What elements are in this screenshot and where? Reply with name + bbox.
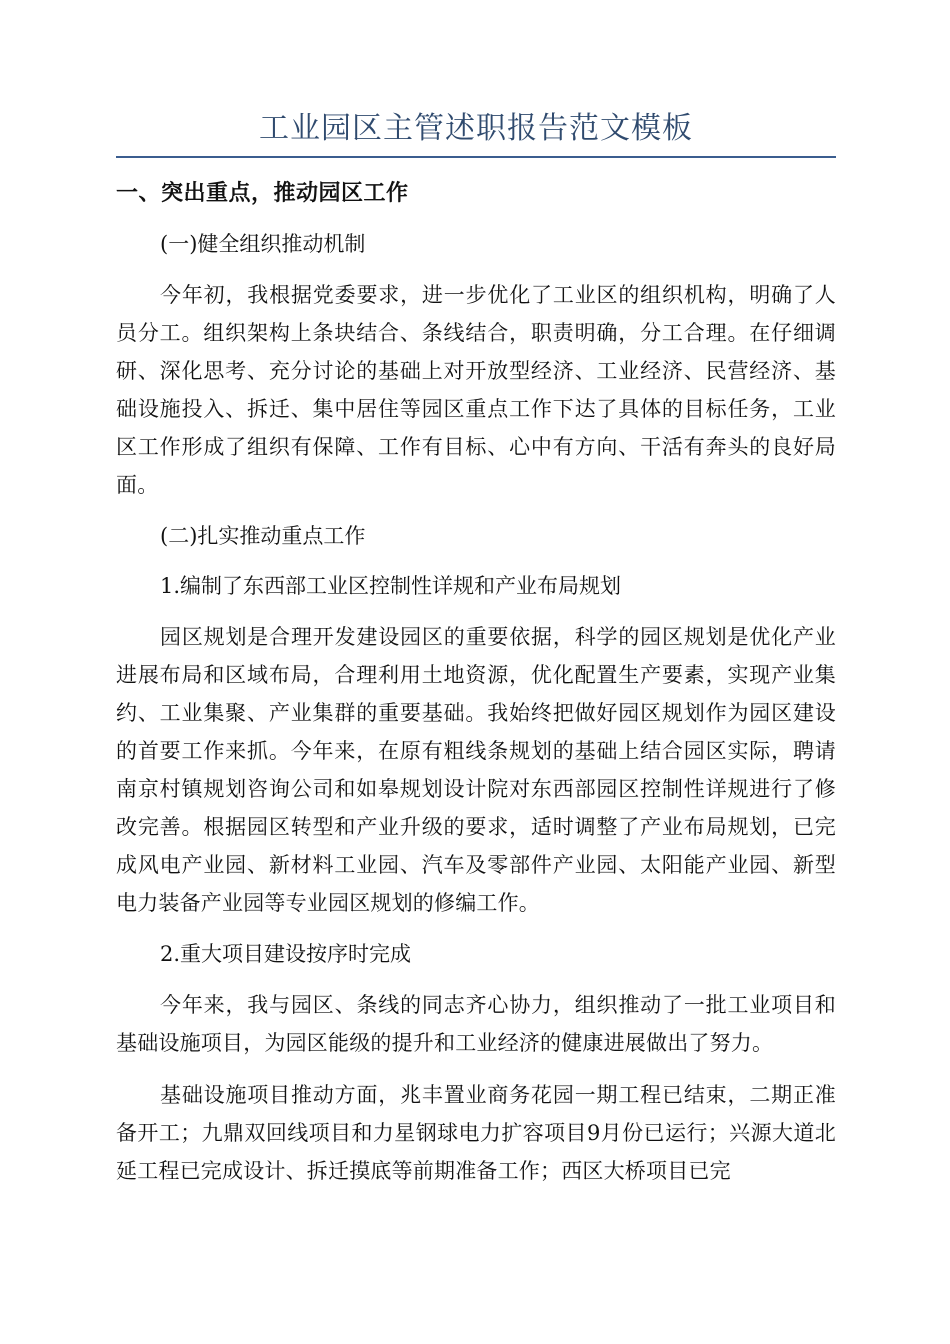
paragraph-3: 今年来，我与园区、条线的同志齐心协力，组织推动了一批工业项目和基础设施项目，为园区能级的提升和工业经济的健康进展做出了努力。 bbox=[116, 993, 836, 1055]
paragraph-1: 今年初，我根据党委要求，进一步优化了工业区的组织机构，明确了人员分工。组织架构上条块结合、条线结合，职责明确，分工合理。在仔细调研、深化思考、充分讨论的基础上对开放型经济、工业经济、民营经济、基础设施投入、拆迁、集中居住等园区重点工作下达了具体的目标任务，工业区工作形成了组织有保障、工作有目标、心中有方向、干活有奔头的良好局面。 bbox=[116, 283, 836, 497]
paragraph-2: 园区规划是合理开发建设园区的重要依据，科学的园区规划是优化产业进展布局和区域布局，合理利用土地资源，优化配置生产要素，实现产业集约、工业集聚、产业集群的重要基础。我始终把做好园区规划作为园区建设的首要工作来抓。今年来，在原有粗线条规划的基础上结合园区实际，聘请南京村镇规划咨询公司和如皋规划设计院对东西部园区控制性详规进行了修改完善。根据园区转型和产业升级的要求，适时调整了产业布局规划，已完成风电产业园、新材料工业园、汽车及零部件产业园、太阳能产业园、新型电力装备产业园等专业园区规划的修编工作。 bbox=[116, 625, 836, 915]
item-heading-2: 2.重大项目建设按序时完成 bbox=[160, 942, 412, 966]
subsection-heading-1: (一)健全组织推动机制 bbox=[160, 232, 366, 256]
subsection-heading-2: (二)扎实推动重点工作 bbox=[160, 524, 366, 548]
item-heading-1: 1.编制了东西部工业区控制性详规和产业布局规划 bbox=[160, 574, 622, 598]
section-heading-1: 一、突出重点，推动园区工作 bbox=[116, 181, 409, 206]
document-title: 工业园区主管述职报告范文模板 bbox=[259, 111, 693, 146]
paragraph-4: 基础设施项目推动方面，兆丰置业商务花园一期工程已结束，二期正准备开工；九鼎双回线项目和力星钢球电力扩容项目9月份已运行；兴源大道北延工程已完成设计、拆迁摸底等前期准备工作；西区大桥项目已完 bbox=[116, 1083, 836, 1183]
document-page bbox=[116, 108, 836, 1206]
title-underline bbox=[116, 156, 836, 158]
